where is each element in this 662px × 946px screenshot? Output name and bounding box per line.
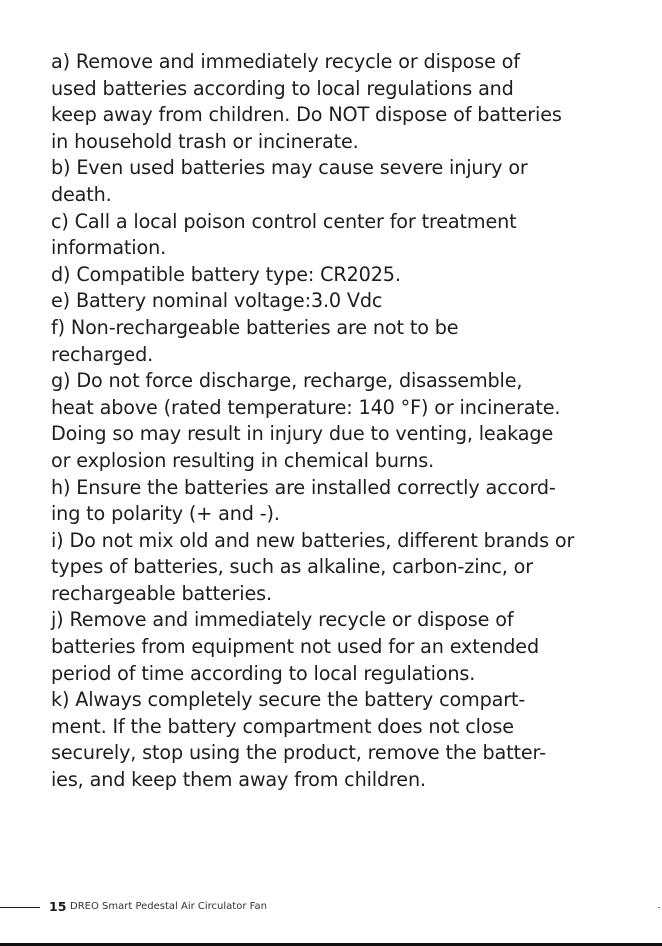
text-line: or explosion resulting in chemical burns. (51, 448, 435, 472)
page-footer (0, 896, 662, 920)
document-title: DREO Smart Pedestal Air Circulator Fan (70, 901, 267, 912)
text-line: f) Non-rechargeable batteries are not to be (51, 315, 459, 339)
text-line: i) Do not mix old and new batteries, different brands or (51, 528, 575, 552)
text-line: securely, stop using the product, remove the batter- (51, 741, 546, 765)
text-line: k) Always completely secure the battery compart- (51, 688, 526, 712)
text-line: heat above (rated temperature: 140 °F) or incinerate. (51, 395, 561, 419)
text-line: in household trash or incinerate. (51, 129, 359, 153)
text-line: rechargeable batteries. (51, 581, 272, 605)
text-line: h) Ensure the batteries are installed correctly accord- (51, 475, 556, 499)
text-line: b) Even used batteries may cause severe injury or (51, 156, 528, 180)
text-line: recharged. (51, 342, 154, 366)
text-line: period of time according to local regulations. (51, 661, 476, 685)
text-line: keep away from children. Do NOT dispose of batteries (51, 103, 562, 127)
text-line: batteries from equipment not used for an extended (51, 635, 539, 659)
text-line: ing to polarity (+ and -). (51, 502, 280, 526)
text-line: death. (51, 182, 112, 206)
text-line: Doing so may result in injury due to venting, leakage (51, 422, 554, 446)
text-line: j) Remove and immediately recycle or dispose of (51, 608, 514, 632)
page-number: 15 (49, 899, 67, 914)
footer-rule (0, 907, 40, 908)
text-line: e) Battery nominal voltage:3.0 Vdc (51, 289, 383, 313)
text-line: d) Compatible battery type: CR2025. (51, 262, 401, 286)
text-line: information. (51, 236, 167, 260)
battery-warning-text (51, 49, 651, 794)
text-line: g) Do not force discharge, recharge, disassemble, (51, 369, 523, 393)
text-line: ment. If the battery compartment does not close (51, 714, 514, 738)
text-line: a) Remove and immediately recycle or dispose of (51, 50, 520, 73)
text-line: used batteries according to local regulations and (51, 76, 514, 100)
text-line: types of batteries, such as alkaline, carbon-zinc, or (51, 555, 534, 579)
text-line: ies, and keep them away from children. (51, 768, 426, 792)
footer-edge-mark (658, 907, 660, 908)
text-line: c) Call a local poison control center for treatment (51, 209, 517, 233)
